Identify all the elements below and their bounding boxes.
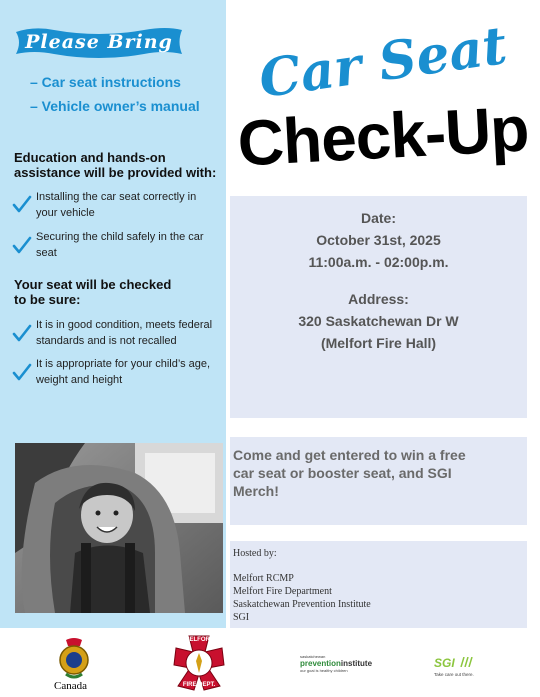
spi-small-text: saskatchewan: [300, 654, 326, 659]
host-name: Melfort RCMP: [233, 573, 294, 584]
address-venue: (Melfort Fire Hall): [320, 335, 437, 351]
spi-tagline: our goal is healthy children: [300, 668, 348, 673]
please-bring-label: Please Bring: [25, 31, 173, 53]
list-item: It is in good condition, meets federal standards and is not recalled: [36, 319, 213, 347]
bring-item-manual: – Vehicle owner’s manual: [30, 98, 200, 114]
host-name: SGI: [233, 612, 250, 623]
hosted-by-label: Hosted by:: [233, 548, 277, 559]
fire-dept-logo: [168, 634, 230, 692]
left-panel: [0, 0, 226, 628]
date-label: Date:: [360, 210, 396, 226]
sponsor-logo-strip: [0, 628, 540, 694]
child-in-car-seat-photo: [15, 443, 223, 613]
checkmark-icon: [12, 235, 32, 255]
fire-dept-top-text: MELFORT: [184, 637, 214, 643]
address-label: Address:: [348, 291, 409, 307]
prevention-institute-logo: [300, 654, 372, 678]
checkmark-icon: [12, 362, 32, 382]
fire-dept-bottom-text: FIRE DEPT.: [182, 682, 216, 688]
sgi-logo: [434, 654, 494, 678]
sgi-wordmark: SGI: [434, 656, 455, 670]
rcmp-crest-icon: [52, 636, 96, 680]
checkmark-icon: [12, 194, 32, 214]
list-item: Securing the child safely in the car seat: [36, 231, 204, 259]
sgi-tagline: Take care out there.: [434, 672, 474, 677]
sgi-stripes-icon: [459, 657, 475, 667]
rcmp-logo: [52, 636, 96, 692]
title-check-up: Check-Up: [235, 92, 531, 180]
bring-item-instructions: – Car seat instructions: [30, 74, 181, 90]
list-item: Installing the car seat correctly in your vehicle: [36, 191, 197, 219]
spi-wordmark: preventioninstitute: [300, 659, 373, 668]
list-item: It is appropriate for your child’s age, weight and height: [36, 358, 211, 386]
event-date: October 31st, 2025: [316, 232, 441, 248]
promo-text: Come and get entered to win a free car seat or booster seat, and SGI Merch!: [233, 447, 466, 499]
event-details-box: [230, 196, 527, 418]
host-name: Saskatchewan Prevention Institute: [233, 599, 371, 610]
host-name: Melfort Fire Department: [233, 586, 332, 597]
event-time: 11:00a.m. - 02:00p.m.: [308, 254, 449, 270]
address-street: 320 Saskatchewan Dr W: [298, 313, 459, 329]
checkmark-icon: [12, 323, 32, 343]
section-heading-checked: Your seat will be checked to be sure:: [14, 277, 172, 307]
title-car-seat: Car Seat: [255, 14, 511, 111]
promo-box: [230, 437, 527, 525]
canada-wordmark: Canada: [54, 680, 87, 692]
hosted-by-box: [230, 541, 527, 628]
section-heading-education: Education and hands-on assistance will be provided with:: [14, 150, 217, 180]
